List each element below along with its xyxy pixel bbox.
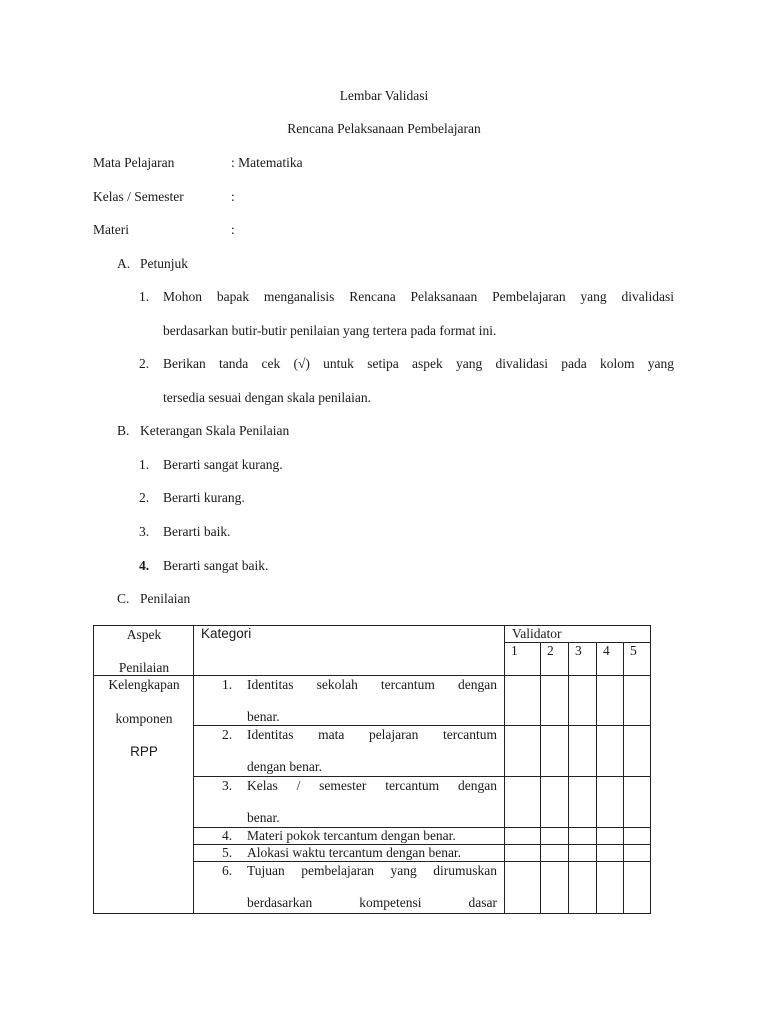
score-cell[interactable]	[624, 862, 651, 914]
section-b-marker: B.	[117, 423, 130, 438]
assessment-table	[93, 625, 651, 914]
category-cell	[194, 845, 505, 862]
score-cell[interactable]	[541, 726, 569, 777]
score-4-cell	[597, 643, 624, 676]
field-value-material: :	[231, 222, 235, 237]
score-cell[interactable]	[569, 777, 597, 828]
header-aspect-line2: Penilaian	[118, 660, 170, 675]
category-number: 1.	[222, 677, 233, 692]
section-a-heading: Petunjuk	[140, 256, 189, 271]
category-line1: Materi pokok tercantum dengan benar.	[247, 828, 456, 843]
instruction-2-line2: tersedia sesuai dengan skala penilaian.	[163, 390, 372, 405]
score-cell[interactable]	[541, 676, 569, 726]
score-cell[interactable]	[541, 828, 569, 845]
score-cell[interactable]	[505, 845, 541, 862]
scale-3-number: 3.	[139, 524, 150, 539]
score-cell[interactable]	[624, 845, 651, 862]
category-line1: Alokasi waktu tercantum dengan benar.	[247, 845, 462, 860]
field-value-subject: : Matematika	[231, 155, 303, 170]
category-cell	[194, 828, 505, 845]
header-aspect-line1: Aspek	[126, 627, 162, 642]
header-category-label: Kategori	[201, 626, 252, 641]
score-2-label: 2	[547, 643, 554, 658]
instruction-2-line1: Berikan tanda cek (√) untuk setipa aspek yang divalidasi pada kolom yang	[163, 356, 674, 371]
score-cell[interactable]	[505, 726, 541, 777]
category-cell	[194, 862, 505, 914]
score-3-cell	[569, 643, 597, 676]
score-cell[interactable]	[597, 828, 624, 845]
scale-2-text: Berarti kurang.	[163, 490, 245, 505]
category-cell	[194, 777, 505, 828]
score-5-cell	[624, 643, 651, 676]
field-label-class: Kelas / Semester	[93, 189, 184, 204]
score-1-label: 1	[511, 643, 518, 658]
score-cell[interactable]	[569, 862, 597, 914]
category-number: 5.	[222, 845, 233, 860]
field-value-class: :	[231, 189, 235, 204]
scale-3-text: Berarti baik.	[163, 524, 231, 539]
page-title: Lembar Validasi	[339, 88, 429, 103]
table-row	[94, 676, 651, 726]
scale-1-number: 1.	[139, 457, 150, 472]
aspect-line2: komponen	[115, 711, 173, 726]
category-line2: benar.	[247, 709, 280, 724]
score-1-cell	[505, 643, 541, 676]
score-cell[interactable]	[597, 845, 624, 862]
score-cell[interactable]	[541, 845, 569, 862]
score-cell[interactable]	[624, 777, 651, 828]
category-number: 6.	[222, 863, 233, 878]
score-2-cell	[541, 643, 569, 676]
category-line2: berdasarkan kompetensi dasar	[247, 895, 497, 910]
aspect-line3: RPP	[130, 744, 158, 759]
instruction-1-line2: berdasarkan butir-butir penilaian yang tertera pada format ini.	[163, 323, 497, 338]
score-cell[interactable]	[505, 676, 541, 726]
field-label-subject: Mata Pelajaran	[93, 155, 175, 170]
scale-2-number: 2.	[139, 490, 150, 505]
table-header-row	[94, 626, 651, 643]
category-line2: dengan benar.	[247, 759, 322, 774]
category-line1: Kelas / semester tercantum dengan	[247, 778, 497, 793]
section-b-heading: Keterangan Skala Penilaian	[140, 423, 290, 438]
category-line1: Identitas sekolah tercantum dengan	[247, 677, 497, 692]
score-cell[interactable]	[569, 828, 597, 845]
instruction-2-number: 2.	[139, 356, 150, 371]
category-line1: Identitas mata pelajaran tercantum	[247, 727, 497, 742]
score-3-label: 3	[575, 643, 582, 658]
section-a-marker: A.	[117, 256, 131, 271]
section-c-marker: C.	[117, 591, 130, 606]
score-cell[interactable]	[569, 726, 597, 777]
scale-4-number: 4.	[139, 558, 150, 573]
header-category-cell	[194, 626, 505, 676]
score-cell[interactable]	[569, 676, 597, 726]
score-cell[interactable]	[569, 845, 597, 862]
instruction-1-line1: Mohon bapak menganalisis Rencana Pelaksanaan Pembelajaran yang divalidasi	[163, 289, 674, 304]
score-cell[interactable]	[597, 676, 624, 726]
instruction-1-number: 1.	[139, 289, 150, 304]
category-line2: benar.	[247, 810, 280, 825]
score-cell[interactable]	[541, 777, 569, 828]
section-c-heading: Penilaian	[140, 591, 191, 606]
scale-1-text: Berarti sangat kurang.	[163, 457, 283, 472]
page-subtitle: Rencana Pelaksanaan Pembelajaran	[287, 121, 481, 136]
score-cell[interactable]	[597, 726, 624, 777]
score-4-label: 4	[603, 643, 610, 658]
field-label-material: Materi	[93, 222, 129, 237]
header-aspect-cell	[94, 626, 194, 676]
score-cell[interactable]	[624, 726, 651, 777]
category-line1: Tujuan pembelajaran yang dirumuskan	[247, 863, 497, 878]
score-cell[interactable]	[624, 676, 651, 726]
score-cell[interactable]	[597, 777, 624, 828]
scale-4-text: Berarti sangat baik.	[163, 558, 269, 573]
category-cell	[194, 726, 505, 777]
category-number: 4.	[222, 828, 233, 843]
score-cell[interactable]	[597, 862, 624, 914]
header-validator-cell	[505, 626, 651, 643]
header-validator-label: Validator	[512, 626, 562, 641]
aspect-cell-completeness	[94, 676, 194, 914]
score-cell[interactable]	[624, 828, 651, 845]
category-number: 2.	[222, 727, 233, 742]
category-number: 3.	[222, 778, 233, 793]
score-cell[interactable]	[505, 828, 541, 845]
score-5-label: 5	[630, 643, 637, 658]
score-cell[interactable]	[541, 862, 569, 914]
score-cell[interactable]	[505, 862, 541, 914]
aspect-line1: Kelengkapan	[108, 677, 180, 692]
category-cell	[194, 676, 505, 726]
score-cell[interactable]	[505, 777, 541, 828]
